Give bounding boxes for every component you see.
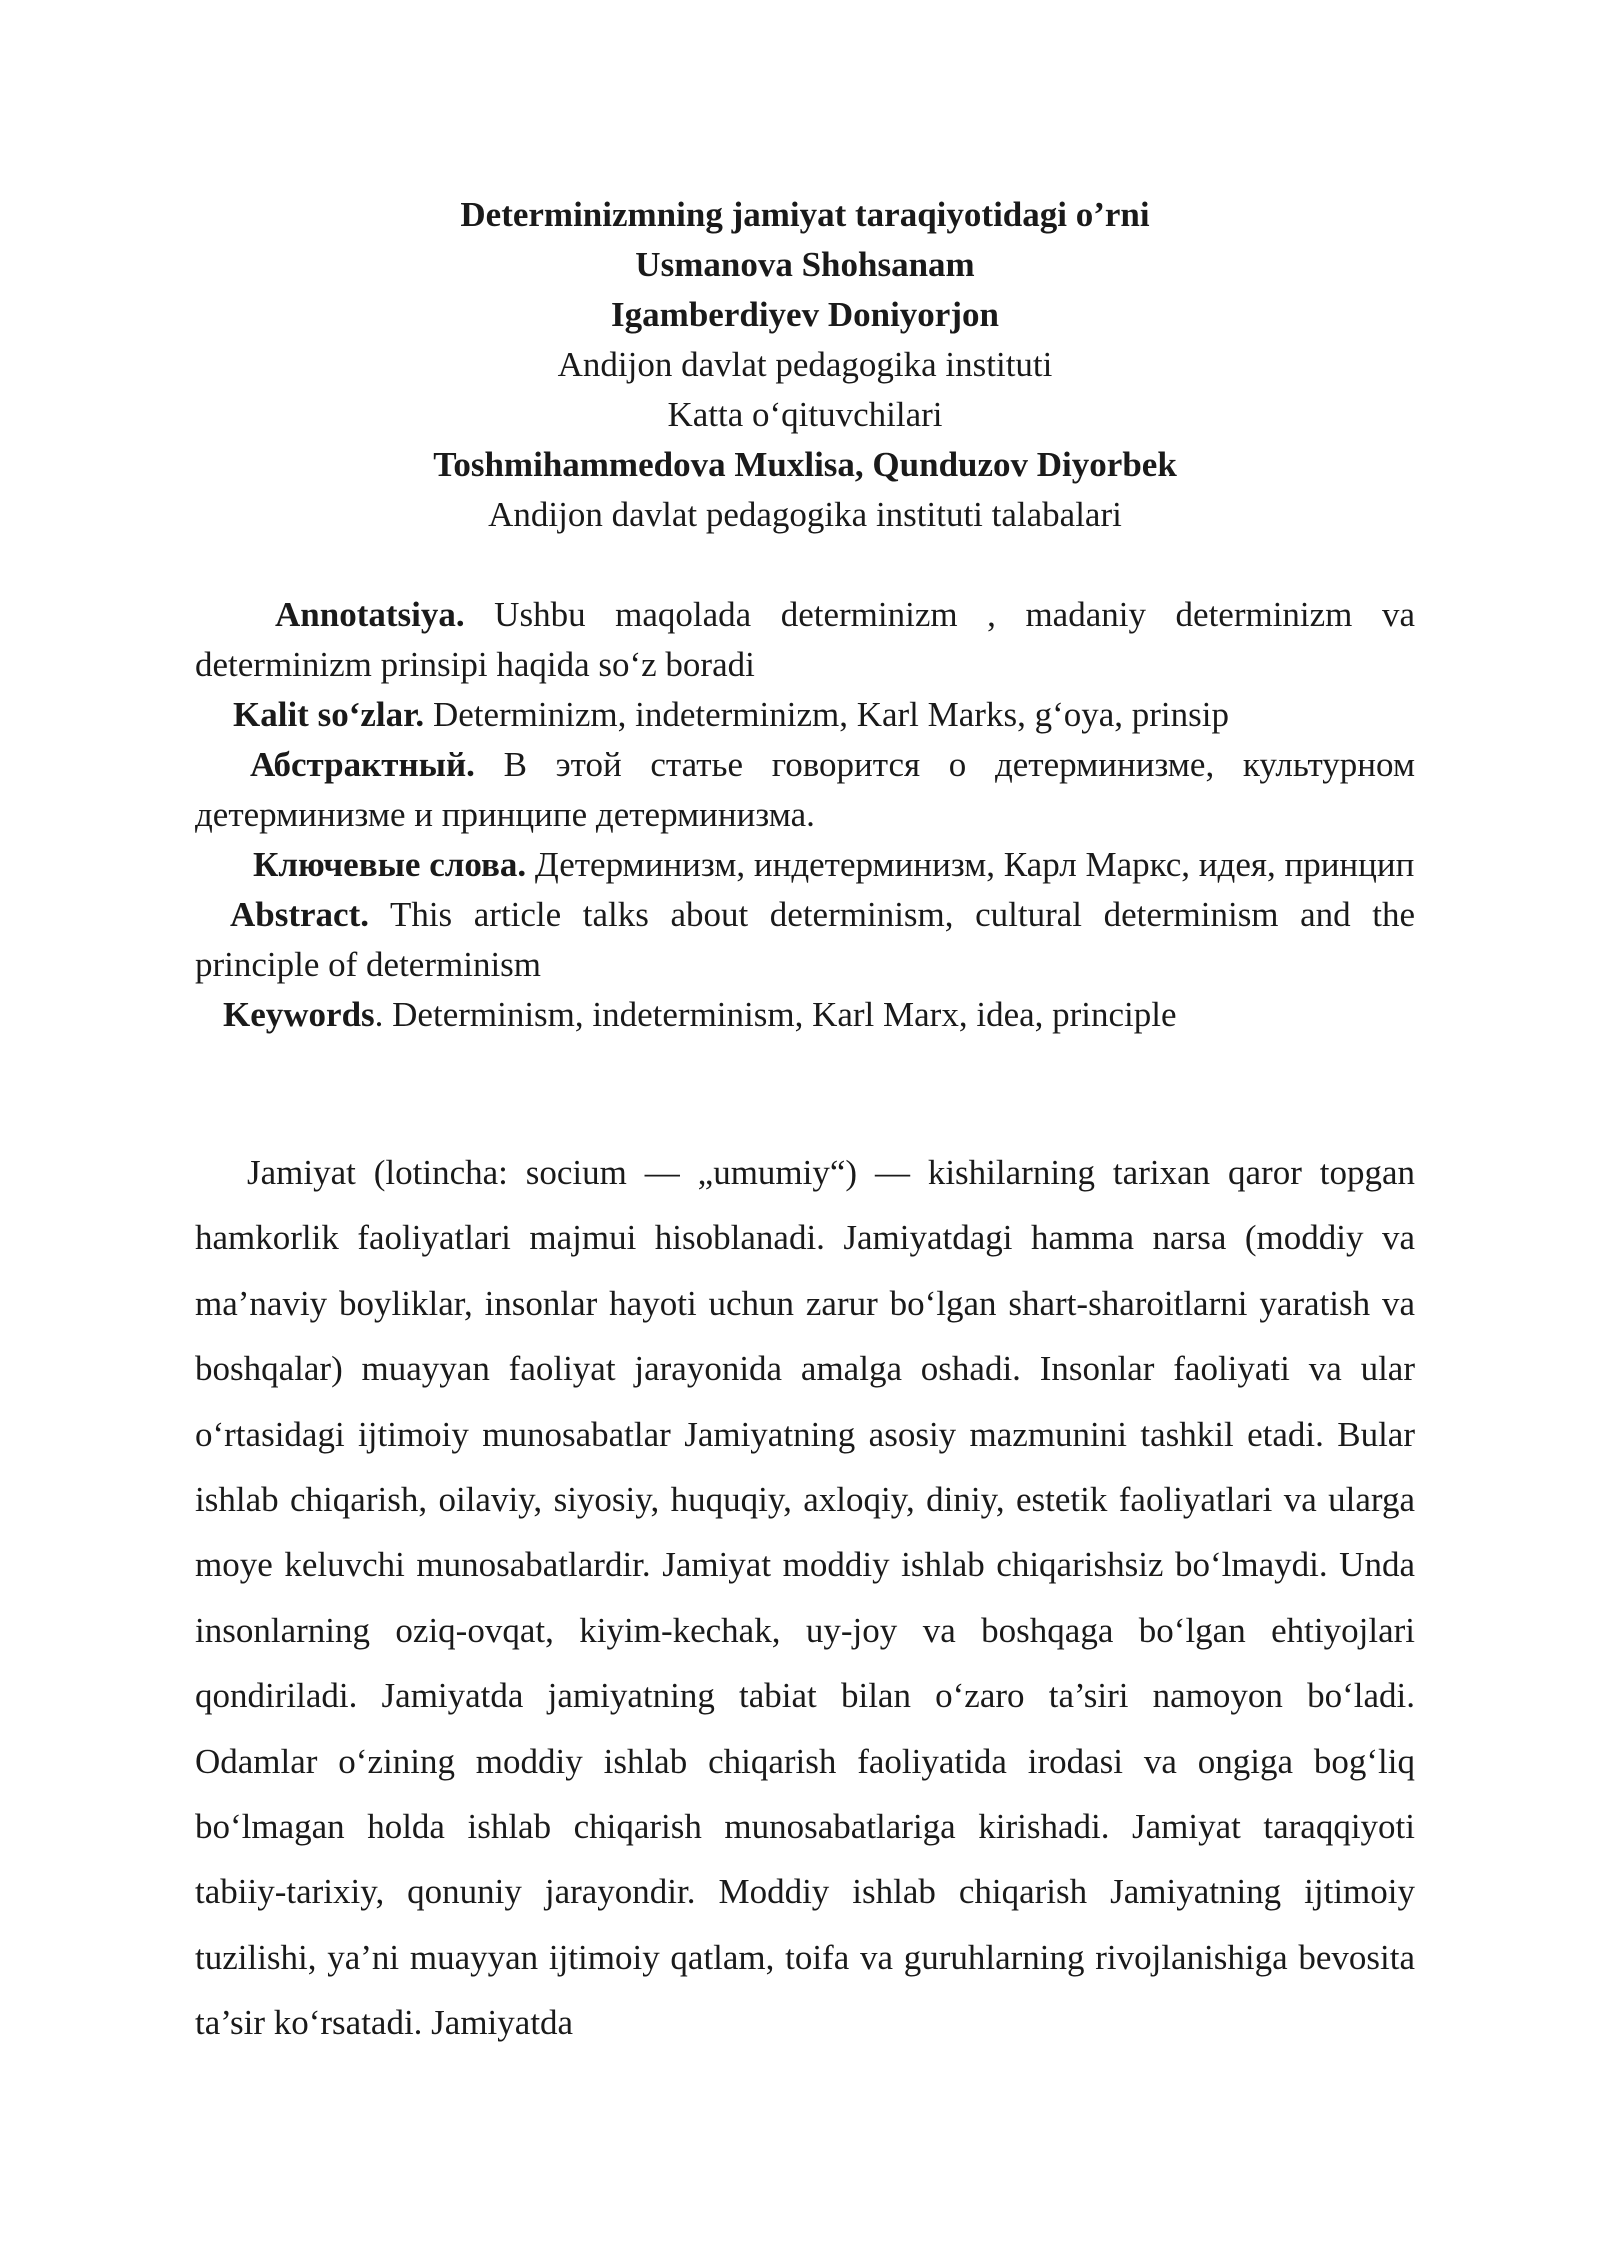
ru-keywords-text: Детерминизм, индетерминизм, Карл Маркс, идея, принцип	[526, 845, 1415, 884]
body-paragraph: Jamiyat (lotincha: socium — „umumiy“) — kishilarning tarixan qaror topgan hamkorlik faoliyatlari majmui hisoblanadi. Jamiyatdagi hamma narsa (moddiy va ma’naviy boyliklar, insonlar hayoti uchun zarur bo‘lgan shart-sharoitlarni yaratish va boshqalar) muayyan faoliyat jarayonida amalga oshadi. Insonlar faoliyati va ular o‘rtasidagi ijtimoiy munosabatlar Jamiyatning asosiy mazmunini tashkil etadi. Bular ishlab chiqarish, oilaviy, siyosiy, huquqiy, axloqiy, diniy, estetik faoliyatlari va ularga moye keluvchi munosabatlardir. Jamiyat moddiy ishlab chiqarishsiz bo‘lmaydi. Unda insonlarning oziq-ovqat, kiyim-kechak, uy-joy va boshqaga bo‘lgan ehtiyojlari qondiriladi. Jamiyatda jamiyatning tabiat bilan o‘zaro ta’siri namoyon bo‘ladi. Odamlar o‘zining moddiy ishlab chiqarish faoliyatida irodasi va ongiga bog‘liq bo‘lmagan holda ishlab chiqarish munosabatlariga kirishadi. Jamiyat taraqqiyoti tabiiy-tarixiy, qonuniy jarayondir. Moddiy ishlab chiqarish Jamiyatning ijtimoiy tuzilishi, ya’ni muayyan ijtimoiy qatlam, toifa va guruhlarning rivojlanishiga bevosita ta’sir ko‘rsatadi. Jamiyatda	[195, 1153, 1415, 2043]
abstracts-section	[195, 590, 1415, 1040]
en-keywords-text: . Determinism, indeterminism, Karl Marx, idea, principle	[374, 995, 1177, 1034]
article-header	[195, 190, 1415, 540]
author-position: Katta o‘qituvchilari	[667, 395, 943, 434]
en-abstract-text: This article talks about determinism, cultural determinism and the principle of determinism	[195, 895, 1415, 984]
uz-annotation-text: Ushbu maqolada determinizm , madaniy determinizm va determinizm prinsipi haqida so‘z boradi	[195, 595, 1415, 684]
ru-keywords-label: Ключевые слова.	[253, 845, 527, 884]
student-affiliation: Andijon davlat pedagogika instituti talabalari	[488, 495, 1122, 534]
uz-keywords-label: Kalit so‘zlar.	[233, 695, 425, 734]
author-name-2: Igamberdiyev Doniyorjon	[611, 295, 999, 334]
article-title: Determinizmning jamiyat taraqiyotidagi o’rni	[460, 195, 1150, 234]
student-authors: Toshmihammedova Muxlisa, Qunduzov Diyorbek	[433, 445, 1177, 484]
author-name-1: Usmanova Shohsanam	[635, 245, 975, 284]
ru-abstract	[195, 740, 1415, 840]
en-abstract-label: Abstract.	[230, 895, 369, 934]
uz-annotation	[195, 590, 1415, 690]
uz-keywords	[195, 690, 1415, 740]
ru-abstract-label: Абстрактный.	[250, 745, 475, 784]
en-keywords-label: Keywords	[223, 995, 375, 1034]
ru-keywords	[195, 840, 1415, 890]
author-affiliation: Andijon davlat pedagogika instituti	[557, 345, 1053, 384]
ru-abstract-text: В этой статье говорится о детерминизме, культурном детерминизме и принципе детерминизма.	[195, 745, 1415, 834]
uz-annotation-label: Annotatsiya.	[275, 595, 465, 634]
uz-keywords-text: Determinizm, indeterminizm, Karl Marks, g‘oya, prinsip	[424, 695, 1229, 734]
en-keywords	[195, 990, 1415, 1040]
en-abstract	[195, 890, 1415, 990]
